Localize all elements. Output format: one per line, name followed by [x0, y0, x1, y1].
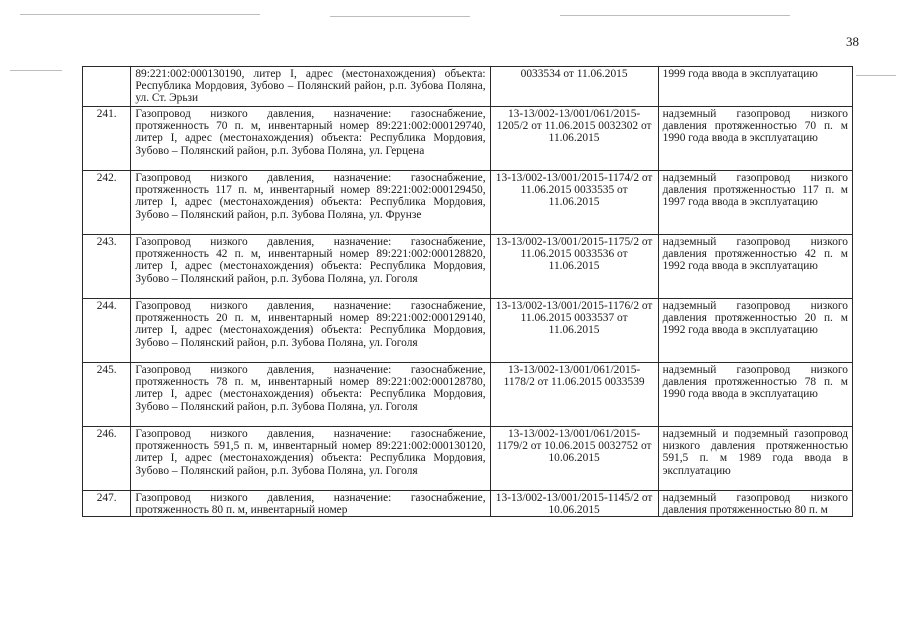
registration-record: 13-13/002-13/001/061/2015-1178/2 от 11.06.2015 0033539	[490, 363, 658, 427]
scan-artifact-line	[10, 70, 62, 71]
object-characteristics: 1999 года ввода в эксплуатацию	[658, 67, 852, 107]
registration-record: 13-13/002-13/001/2015-1174/2 от 11.06.2015 0033535 от 11.06.2015	[490, 171, 658, 235]
object-characteristics: надземный газопровод низкого давления протяженностью 42 п. м 1992 года ввода в эксплуатацию	[658, 235, 852, 299]
registry-table	[82, 66, 853, 517]
object-description: Газопровод низкого давления, назначение: газоснабжение, протяженность 80 п. м, инвентарный номер	[131, 491, 490, 517]
row-number: 244.	[83, 299, 131, 363]
object-characteristics: надземный газопровод низкого давления протяженностью 70 п. м 1990 года ввода в эксплуатацию	[658, 107, 852, 171]
scan-artifact-line	[856, 75, 896, 76]
object-characteristics: надземный газопровод низкого давления протяженностью 78 п. м 1990 года ввода в эксплуатацию	[658, 363, 852, 427]
registration-record: 13-13/002-13/001/2015-1176/2 от 11.06.2015 0033537 от 11.06.2015	[490, 299, 658, 363]
page-number: 38	[846, 34, 859, 49]
row-number: 245.	[83, 363, 131, 427]
table-row	[83, 67, 853, 107]
table-row	[83, 299, 853, 363]
object-description: Газопровод низкого давления, назначение: газоснабжение, протяженность 20 п. м, инвентарный номер 89:221:002:000129140, литер I, адрес (местонахождения) объекта: Республика Мордовия, Зубово – Полянский район, р.п. Зубова Поляна, ул. Гоголя	[131, 299, 490, 363]
registration-record: 13-13/002-13/001/061/2015-1179/2 от 10.06.2015 0032752 от 10.06.2015	[490, 427, 658, 491]
object-characteristics: надземный газопровод низкого давления протяженностью 20 п. м 1992 года ввода в эксплуатацию	[658, 299, 852, 363]
table-row	[83, 491, 853, 517]
registration-record: 13-13/002-13/001/2015-1175/2 от 11.06.2015 0033536 от 11.06.2015	[490, 235, 658, 299]
object-description: Газопровод низкого давления, назначение: газоснабжение, протяженность 591,5 п. м, инвентарный номер 89:221:002:000130120, литер I, адрес (местонахождения) объекта: Республика Мордовия, Зубово – Полянский район, р.п. Зубова Поляна, ул. Гоголя	[131, 427, 490, 491]
object-description: Газопровод низкого давления, назначение: газоснабжение, протяженность 42 п. м, инвентарный номер 89:221:002:000128820, литер I, адрес (местонахождения) объекта: Республика Мордовия, Зубово – Полянский район, р.п. Зубова Поляна, ул. Гоголя	[131, 235, 490, 299]
scan-artifact-line	[20, 14, 260, 15]
row-number: 247.	[83, 491, 131, 517]
scan-artifact-line	[330, 16, 470, 17]
object-characteristics: надземный газопровод низкого давления протяженностью 80 п. м	[658, 491, 852, 517]
object-description: Газопровод низкого давления, назначение: газоснабжение, протяженность 78 п. м, инвентарный номер 89:221:002:000128780, литер I, адрес (местонахождения) объекта: Республика Мордовия, Зубово – Полянский район, р.п. Зубова Поляна, ул. Гоголя	[131, 363, 490, 427]
registration-record: 0033534 от 11.06.2015	[490, 67, 658, 107]
table-row	[83, 171, 853, 235]
object-characteristics: надземный газопровод низкого давления протяженностью 117 п. м 1997 года ввода в эксплуатацию	[658, 171, 852, 235]
row-number	[83, 67, 131, 107]
registration-record: 13-13/002-13/001/061/2015-1205/2 от 11.06.2015 0032302 от 11.06.2015	[490, 107, 658, 171]
object-description: Газопровод низкого давления, назначение: газоснабжение, протяженность 117 п. м, инвентарный номер 89:221:002:000129450, литер I, адрес (местонахождения) объекта: Республика Мордовия, Зубово – Полянский район, р.п. Зубова Поляна, ул. Фрунзе	[131, 171, 490, 235]
registration-record: 13-13/002-13/001/2015-1145/2 от 10.06.2015	[490, 491, 658, 517]
row-number: 243.	[83, 235, 131, 299]
object-description: Газопровод низкого давления, назначение: газоснабжение, протяженность 70 п. м, инвентарный номер 89:221:002:000129740, литер I, адрес (местонахождения) объекта: Республика Мордовия, Зубово – Полянский район, р.п. Зубова Поляна, ул. Герцена	[131, 107, 490, 171]
object-characteristics: надземный и подземный газопровод низкого давления протяженностью 591,5 п. м 1989 года ввода в эксплуатацию	[658, 427, 852, 491]
table-row	[83, 363, 853, 427]
row-number: 241.	[83, 107, 131, 171]
table-row	[83, 107, 853, 171]
table-row	[83, 235, 853, 299]
row-number: 246.	[83, 427, 131, 491]
object-description: 89:221:002:000130190, литер I, адрес (местонахождения) объекта: Республика Мордовия, Зубово – Полянский район, р.п. Зубова Поляна, ул. Ст. Эрьзи	[131, 67, 490, 107]
row-number: 242.	[83, 171, 131, 235]
table-row	[83, 427, 853, 491]
scan-artifact-line	[560, 15, 790, 16]
